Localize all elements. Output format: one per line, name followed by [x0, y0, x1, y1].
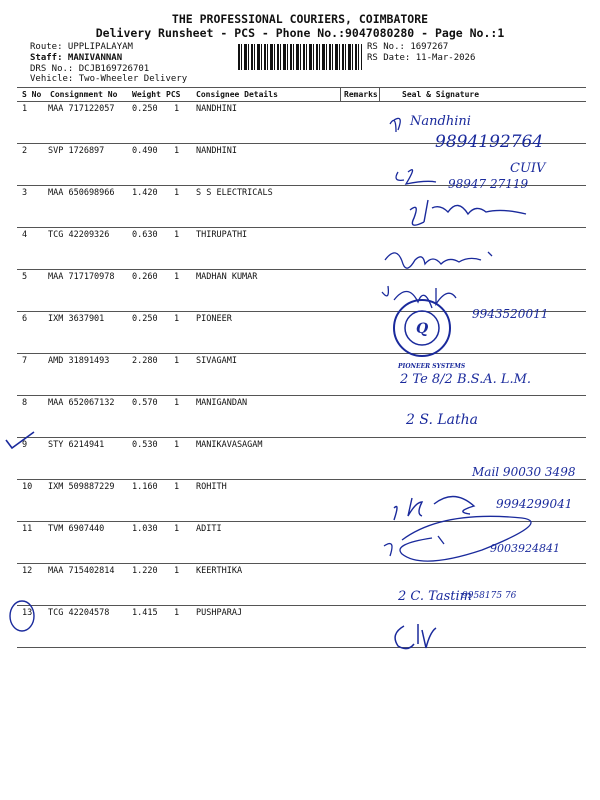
- header-sno: S No: [22, 90, 42, 99]
- row-consignee: MANIGANDAN: [196, 398, 248, 408]
- r7-text: 2 Te 8/2 B.S.A. L.M.: [400, 372, 532, 387]
- row-sno: 12: [22, 566, 33, 576]
- signature-divider: [379, 87, 380, 101]
- staff-text: Staff: MANIVANNAN: [30, 53, 123, 63]
- row-weight: 0.260: [132, 272, 158, 282]
- row-consignee: NANDHINI: [196, 104, 237, 114]
- row-sno: 2: [22, 146, 28, 156]
- rs-date-text: RS Date: 11-Mar-2026: [367, 53, 476, 63]
- r8-text: 2 S. Latha: [406, 412, 478, 428]
- r11-phone: 9003924841: [490, 542, 560, 555]
- row-consignee: PIONEER: [196, 314, 232, 324]
- row-consignee: ADITI: [196, 524, 222, 534]
- r2-extra: CUIV: [510, 161, 546, 176]
- row-consignee: ROHITH: [196, 482, 227, 492]
- header-signature: Seal & Signature: [402, 90, 480, 99]
- r1-name: Nandhini: [410, 114, 471, 129]
- row-consignment-no: MAA 717122057: [48, 104, 115, 114]
- r12-phone: 9958175 76: [462, 591, 517, 601]
- row-weight: 1.415: [132, 608, 158, 618]
- row-weight: 1.420: [132, 188, 158, 198]
- row-consignee: SIVAGAMI: [196, 356, 237, 366]
- row-pcs: 1: [174, 356, 180, 366]
- row-weight: 0.630: [132, 230, 158, 240]
- stamp-text: PIONEER SYSTEMS: [398, 363, 466, 370]
- row-consignee: KEERTHIKA: [196, 566, 243, 576]
- row-pcs: 1: [174, 482, 180, 492]
- row-sno: 11: [22, 524, 33, 534]
- row-consignment-no: STY 6214941: [48, 440, 105, 450]
- row-pcs: 1: [174, 230, 180, 240]
- row-sno: 1: [22, 104, 28, 114]
- row-consignment-no: TVM 6907440: [48, 524, 105, 534]
- row-weight: 0.570: [132, 398, 158, 408]
- row-pcs: 1: [174, 440, 180, 450]
- circle-mark-icon: [8, 598, 38, 634]
- row-weight: 0.530: [132, 440, 158, 450]
- row-consignee: THIRUPATHI: [196, 230, 248, 240]
- row-pcs: 1: [174, 314, 180, 324]
- r1-phone: 9894192764: [435, 132, 544, 152]
- header-pcs: PCS: [166, 90, 181, 99]
- row-pcs: 1: [174, 188, 180, 198]
- r12-text: 2 C. Tastim: [398, 589, 472, 604]
- row-pcs: 1: [174, 272, 180, 282]
- row-pcs: 1: [174, 566, 180, 576]
- row-weight: 1.220: [132, 566, 158, 576]
- r6-phone: 9943520011: [472, 307, 549, 321]
- row-sno: 3: [22, 188, 28, 198]
- row-consignee: MADHAN KUMAR: [196, 272, 258, 282]
- route-text: Route: UPPLIPALAYAM: [30, 42, 133, 52]
- row-consignment-no: SVP 1726897: [48, 146, 105, 156]
- row-sno: 13: [22, 608, 33, 618]
- row-sno: 6: [22, 314, 28, 324]
- company-title: THE PROFESSIONAL COURIERS, COIMBATORE: [171, 12, 429, 26]
- row-consignee: S S ELECTRICALS: [196, 188, 273, 198]
- table-top-line: [17, 87, 586, 88]
- row-weight: 2.280: [132, 356, 158, 366]
- row-sno: 10: [22, 482, 33, 492]
- header-weight: Weight: [132, 90, 161, 99]
- row-consignment-no: IXM 3637901: [48, 314, 105, 324]
- runsheet-subtitle: Delivery Runsheet - PCS - Phone No.:9047080280 - Page No.:1: [95, 26, 505, 40]
- row-consignment-no: IXM 509887229: [48, 482, 115, 492]
- vehicle-text: Vehicle: Two-Wheeler Delivery: [30, 74, 188, 84]
- row-weight: 1.030: [132, 524, 158, 534]
- row-consignment-no: MAA 717170978: [48, 272, 115, 282]
- tick-mark-icon: [4, 430, 38, 452]
- remarks-divider: [340, 87, 341, 101]
- row-consignee: MANIKAVASAGAM: [196, 440, 263, 450]
- rs-no-text: RS No.: 1697267: [367, 42, 449, 52]
- row-sno: 7: [22, 356, 28, 366]
- row-consignment-no: TCG 42209326: [48, 230, 110, 240]
- row-pcs: 1: [174, 398, 180, 408]
- row-consignment-no: TCG 42204578: [48, 608, 110, 618]
- row-weight: 0.250: [132, 314, 158, 324]
- header-consignee: Consignee Details: [196, 90, 278, 99]
- row-consignment-no: MAA 650698966: [48, 188, 115, 198]
- row-weight: 1.160: [132, 482, 158, 492]
- stamp-logo-letter: Q: [416, 321, 429, 337]
- row-sno: 9: [22, 440, 28, 450]
- row-consignment-no: AMD 31891493: [48, 356, 110, 366]
- row-pcs: 1: [174, 146, 180, 156]
- row-sno: 4: [22, 230, 28, 240]
- row-consignment-no: MAA 715402814: [48, 566, 115, 576]
- row-weight: 0.490: [132, 146, 158, 156]
- row-sno: 5: [22, 272, 28, 282]
- row-pcs: 1: [174, 524, 180, 534]
- row-pcs: 1: [174, 104, 180, 114]
- row-sno: 8: [22, 398, 28, 408]
- signature-area: [380, 100, 590, 660]
- row-pcs: 1: [174, 608, 180, 618]
- r10-phone: 9994299041: [496, 497, 573, 511]
- row-weight: 0.250: [132, 104, 158, 114]
- row-consignee: NANDHINI: [196, 146, 237, 156]
- row-consignee: PUSHPARAJ: [196, 608, 243, 618]
- r9-text: Mail 90030 3498: [472, 465, 576, 479]
- drs-text: DRS No.: DCJB169726701: [30, 64, 150, 74]
- r2-num: 98947 27119: [448, 177, 529, 191]
- barcode: [238, 44, 362, 70]
- header-remarks: Remarks: [344, 90, 378, 99]
- header-consignment: Consignment No: [50, 90, 118, 99]
- row-consignment-no: MAA 652067132: [48, 398, 115, 408]
